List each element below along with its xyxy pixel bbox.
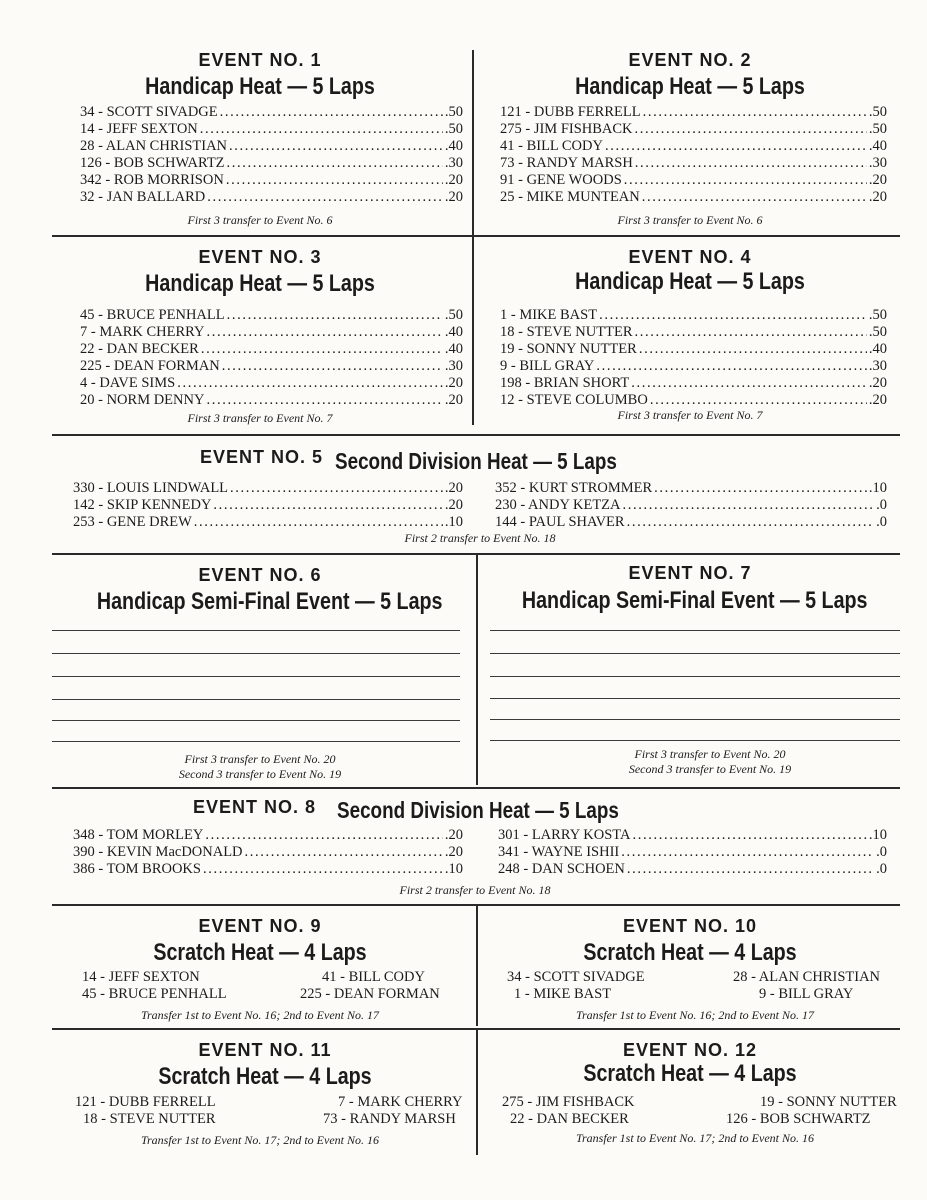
event-title: Handicap Heat — 5 Laps — [145, 73, 375, 100]
transfer-note: First 3 transfer to Event No. 20 — [184, 752, 336, 766]
list-item: 275 - JIM FISHBACK 19 - SONNY NUTTER — [502, 1094, 897, 1110]
entry-list — [507, 969, 880, 1003]
entry-list — [500, 307, 887, 409]
entry-list-right — [498, 827, 887, 878]
event-title: Second Division Heat — 5 Laps — [337, 797, 619, 823]
entry-blank-line — [490, 630, 900, 631]
list-item: 18 - STEVE NUTTER . . . .50 — [500, 324, 887, 341]
list-item: 390 - KEVIN MacDONALD . . . .20 — [73, 844, 463, 861]
event-number: EVENT NO. 2 — [628, 50, 752, 70]
event-title: Handicap Semi-Final Event — 5 Laps — [96, 588, 443, 615]
event-title: Scratch Heat — 4 Laps — [153, 939, 367, 966]
entry-blank-line — [490, 676, 900, 677]
section-divider — [52, 434, 900, 436]
transfer-note: Second 3 transfer to Event No. 19 — [628, 762, 792, 776]
list-item: 19 - SONNY NUTTER . . . .40 — [500, 341, 887, 358]
entry-blank-line — [490, 740, 900, 741]
list-item: 12 - STEVE COLUMBO . . . .20 — [500, 392, 887, 409]
list-item: 14 - JEFF SEXTON . . . .50 — [80, 121, 463, 138]
entry-blank-line — [52, 676, 460, 677]
event-number: EVENT NO. 9 — [198, 916, 322, 936]
list-item: 126 - BOB SCHWARTZ . . . .30 — [80, 155, 463, 172]
list-item: 198 - BRIAN SHORT . . . .20 — [500, 375, 887, 392]
entry-list — [80, 307, 463, 409]
list-item: 41 - BILL CODY . . . .40 — [500, 138, 887, 155]
list-item: 144 - PAUL SHAVER . . . .0 — [495, 514, 887, 531]
entry-blank-line — [52, 720, 460, 721]
list-item: 34 - SCOTT SIVADGE 28 - ALAN CHRISTIAN — [507, 969, 881, 985]
list-item: 14 - JEFF SEXTON 41 - BILL CODY — [82, 969, 425, 985]
list-item: 142 - SKIP KENNEDY . . . .20 — [73, 497, 463, 514]
entry-list — [80, 104, 463, 206]
entry-blank-line — [52, 699, 460, 700]
list-item: 73 - RANDY MARSH . . . .30 — [500, 155, 887, 172]
section-divider — [52, 787, 900, 789]
event-number: EVENT NO. 11 — [198, 1040, 332, 1060]
event-title: Second Division Heat — 5 Laps — [335, 448, 617, 474]
event-title: Scratch Heat — 4 Laps — [583, 939, 797, 966]
list-item: 301 - LARRY KOSTA . . . .10 — [498, 827, 887, 844]
list-item: 28 - ALAN CHRISTIAN . . . .40 — [80, 138, 463, 155]
list-item: 22 - DAN BECKER . . . .40 — [80, 341, 463, 358]
entry-list-left — [73, 827, 463, 878]
transfer-note: First 3 transfer to Event No. 6 — [617, 213, 763, 227]
column-divider — [476, 906, 478, 1026]
column-divider — [476, 555, 478, 785]
transfer-note: First 2 transfer to Event No. 18 — [404, 531, 556, 545]
event-title: Handicap Heat — 5 Laps — [145, 270, 375, 297]
event-number: EVENT NO. 1 — [198, 50, 322, 70]
list-item: 386 - TOM BROOKS . . . .10 — [73, 861, 463, 878]
entry-list-left — [73, 480, 463, 531]
transfer-note: First 3 transfer to Event No. 7 — [187, 411, 333, 425]
entry-blank-line — [52, 630, 460, 631]
list-item: 1 - MIKE BAST 9 - BILL GRAY — [514, 986, 854, 1002]
event-number: EVENT NO. 3 — [198, 247, 322, 267]
entry-list — [75, 1094, 462, 1128]
entry-blank-line — [490, 719, 900, 720]
list-item: 25 - MIKE MUNTEAN . . . .20 — [500, 189, 887, 206]
entry-list — [502, 1094, 897, 1128]
event-title: Scratch Heat — 4 Laps — [158, 1063, 372, 1090]
event-number: EVENT NO. 8 — [193, 797, 317, 817]
list-item: 230 - ANDY KETZA . . . .0 — [495, 497, 887, 514]
list-item: 348 - TOM MORLEY . . . .20 — [73, 827, 463, 844]
entry-blank-line — [52, 653, 460, 654]
list-item: 121 - DUBB FERRELL . . . .50 — [500, 104, 887, 121]
list-item: 248 - DAN SCHOEN . . . .0 — [498, 861, 887, 878]
event-number: EVENT NO. 6 — [198, 565, 322, 585]
transfer-note: First 3 transfer to Event No. 20 — [634, 747, 786, 761]
column-divider — [476, 1030, 478, 1155]
transfer-note: First 2 transfer to Event No. 18 — [399, 883, 551, 897]
transfer-note: Transfer 1st to Event No. 16; 2nd to Event No. 17 — [141, 1008, 379, 1022]
list-item: 225 - DEAN FORMAN . . . .30 — [80, 358, 463, 375]
entry-blank-line — [490, 698, 900, 699]
event-number: EVENT NO. 7 — [628, 563, 752, 583]
event-title: Scratch Heat — 4 Laps — [583, 1060, 797, 1087]
entry-list — [500, 104, 887, 206]
list-item: 330 - LOUIS LINDWALL . . . .20 — [73, 480, 463, 497]
event-number: EVENT NO. 5 — [200, 447, 324, 467]
event-title: Handicap Heat — 5 Laps — [575, 268, 805, 295]
transfer-note: Second 3 transfer to Event No. 19 — [178, 767, 342, 781]
list-item: 20 - NORM DENNY . . . .20 — [80, 392, 463, 409]
list-item: 121 - DUBB FERRELL 7 - MARK CHERRY — [75, 1094, 463, 1110]
list-item: 275 - JIM FISHBACK . . . .50 — [500, 121, 887, 138]
entry-list — [82, 969, 440, 1003]
list-item: 45 - BRUCE PENHALL 225 - DEAN FORMAN — [82, 986, 440, 1002]
transfer-note: First 3 transfer to Event No. 7 — [617, 408, 763, 422]
event-title: Handicap Heat — 5 Laps — [575, 73, 805, 100]
transfer-note: Transfer 1st to Event No. 17; 2nd to Event No. 16 — [576, 1131, 814, 1145]
list-item: 9 - BILL GRAY . . . .30 — [500, 358, 887, 375]
list-item: 18 - STEVE NUTTER 73 - RANDY MARSH — [83, 1111, 456, 1127]
list-item: 4 - DAVE SIMS . . . .20 — [80, 375, 463, 392]
event-number: EVENT NO. 10 — [622, 916, 758, 936]
entry-list-right — [495, 480, 887, 531]
list-item: 22 - DAN BECKER 126 - BOB SCHWARTZ — [510, 1111, 871, 1127]
event-number: EVENT NO. 4 — [628, 247, 752, 267]
list-item: 253 - GENE DREW . . . .10 — [73, 514, 463, 531]
section-divider — [52, 235, 900, 237]
list-item: 1 - MIKE BAST . . . .50 — [500, 307, 887, 324]
list-item: 45 - BRUCE PENHALL . . . .50 — [80, 307, 463, 324]
list-item: 32 - JAN BALLARD . . . .20 — [80, 189, 463, 206]
event-title: Handicap Semi-Final Event — 5 Laps — [521, 587, 868, 614]
column-divider — [472, 50, 474, 425]
list-item: 342 - ROB MORRISON . . . .20 — [80, 172, 463, 189]
list-item: 91 - GENE WOODS . . . .20 — [500, 172, 887, 189]
transfer-note: Transfer 1st to Event No. 17; 2nd to Event No. 16 — [141, 1133, 379, 1147]
list-item: 7 - MARK CHERRY . . . .40 — [80, 324, 463, 341]
transfer-note: Transfer 1st to Event No. 16; 2nd to Event No. 17 — [576, 1008, 814, 1022]
entry-blank-line — [52, 741, 460, 742]
event-number: EVENT NO. 12 — [622, 1040, 758, 1060]
entry-blank-line — [490, 653, 900, 654]
transfer-note: First 3 transfer to Event No. 6 — [187, 213, 333, 227]
list-item: 352 - KURT STROMMER . . . .10 — [495, 480, 887, 497]
list-item: 341 - WAYNE ISHII . . . .0 — [498, 844, 887, 861]
list-item: 34 - SCOTT SIVADGE . . . .50 — [80, 104, 463, 121]
